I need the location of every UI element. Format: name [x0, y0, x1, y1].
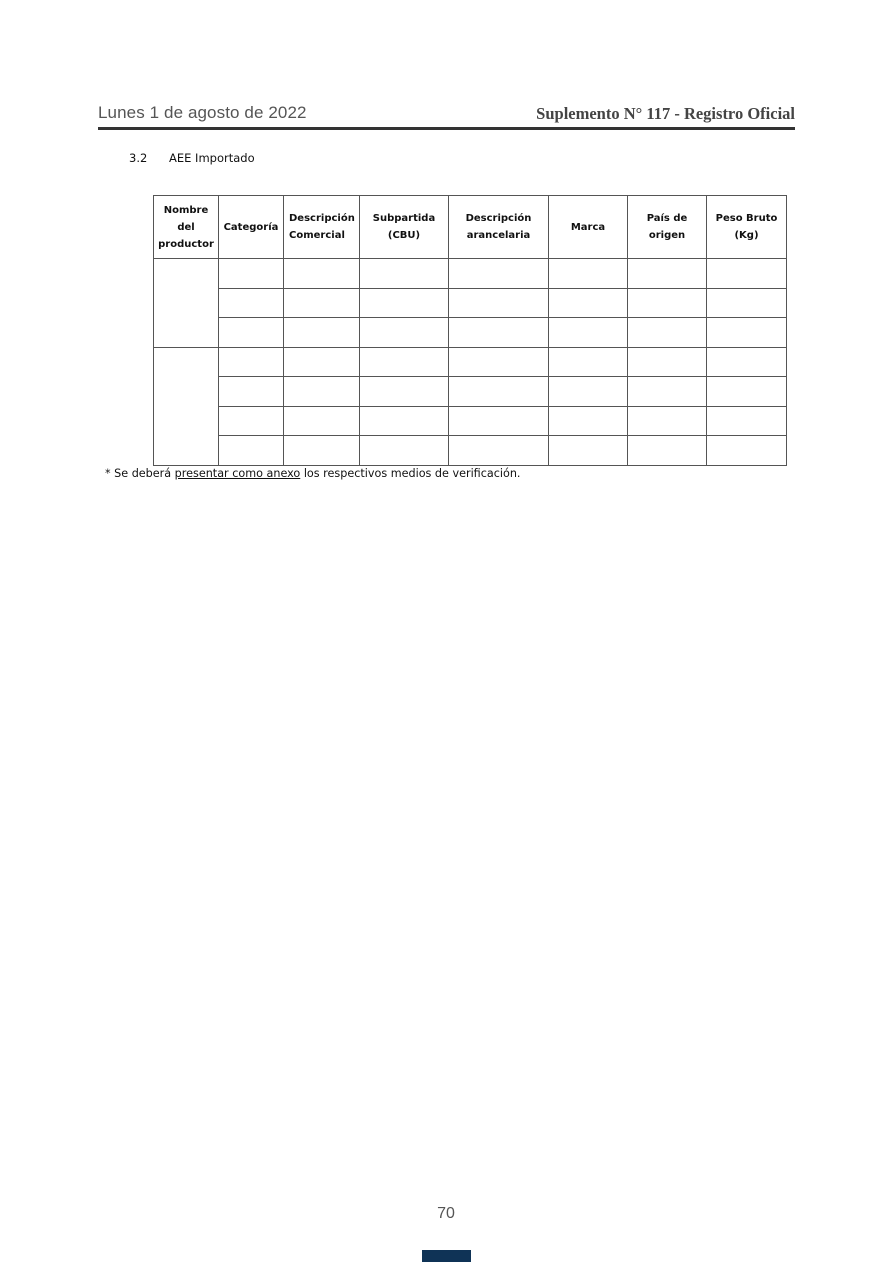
column-header-nombre-productor: Nombre del productor [154, 196, 219, 259]
table-cell [360, 347, 449, 377]
table-cell [628, 259, 707, 289]
table-cell [360, 288, 449, 318]
section-title: AEE Importado [169, 151, 255, 165]
table-cell [707, 406, 787, 436]
column-header-marca: Marca [549, 196, 628, 259]
table-cell [284, 347, 360, 377]
table-cell [549, 288, 628, 318]
table-cell [449, 259, 549, 289]
page-header [98, 101, 795, 130]
table-cell [219, 288, 284, 318]
table-cell [360, 318, 449, 348]
table-cell [707, 288, 787, 318]
table-cell [284, 318, 360, 348]
table-cell [284, 259, 360, 289]
table-cell [219, 318, 284, 348]
section-heading [129, 151, 255, 165]
footnote: * Se deberá presentar como anexo los respectivos medios de verificación. [105, 467, 521, 480]
table-cell [707, 259, 787, 289]
table-cell [549, 377, 628, 407]
table-cell-productor-group [154, 259, 219, 348]
table-cell [628, 347, 707, 377]
table-row [154, 406, 787, 436]
header-publication: Suplemento N° 117 - Registro Oficial [536, 104, 795, 123]
table-row [154, 259, 787, 289]
table-cell [628, 436, 707, 466]
column-header-pais-origen: País de origen [628, 196, 707, 259]
table-cell [219, 377, 284, 407]
table-cell [707, 377, 787, 407]
table-cell [549, 259, 628, 289]
table-cell [549, 406, 628, 436]
table-cell [360, 406, 449, 436]
table-cell [219, 259, 284, 289]
table-cell [449, 377, 549, 407]
column-header-descripcion-comercial: Descripción Comercial [284, 196, 360, 259]
header-date: Lunes 1 de agosto de 2022 [98, 103, 307, 122]
table-row [154, 377, 787, 407]
table-cell [707, 347, 787, 377]
table-cell [449, 347, 549, 377]
section-number: 3.2 [129, 151, 148, 165]
column-header-descripcion-arancelaria: Descripción arancelaria [449, 196, 549, 259]
table-cell [628, 288, 707, 318]
column-header-peso-bruto: Peso Bruto (Kg) [707, 196, 787, 259]
footnote-underlined: presentar como anexo [174, 467, 301, 480]
table-cell [284, 377, 360, 407]
table-row [154, 318, 787, 348]
table-row [154, 436, 787, 466]
imported-aee-table [153, 195, 787, 466]
table-cell [449, 436, 549, 466]
table-cell-productor-group [154, 347, 219, 465]
table-cell [628, 318, 707, 348]
table-cell [284, 288, 360, 318]
table-row [154, 288, 787, 318]
table-cell [449, 288, 549, 318]
table-cell [360, 259, 449, 289]
table-cell [219, 436, 284, 466]
table-cell [284, 436, 360, 466]
column-header-categoria: Categoría [219, 196, 284, 259]
page-number: 70 [437, 1205, 455, 1222]
table-cell [449, 406, 549, 436]
table-cell [707, 436, 787, 466]
table-cell [549, 318, 628, 348]
table-cell [628, 406, 707, 436]
table-cell [360, 377, 449, 407]
table-cell [628, 377, 707, 407]
table-cell [219, 347, 284, 377]
table-cell [360, 436, 449, 466]
table-header-row [154, 196, 787, 259]
table-cell [549, 347, 628, 377]
table-cell [219, 406, 284, 436]
table-cell [449, 318, 549, 348]
footer-bar [422, 1250, 471, 1262]
table-cell [284, 406, 360, 436]
column-header-subpartida: Subpartida (CBU) [360, 196, 449, 259]
table-row [154, 347, 787, 377]
table-cell [707, 318, 787, 348]
table-cell [549, 436, 628, 466]
